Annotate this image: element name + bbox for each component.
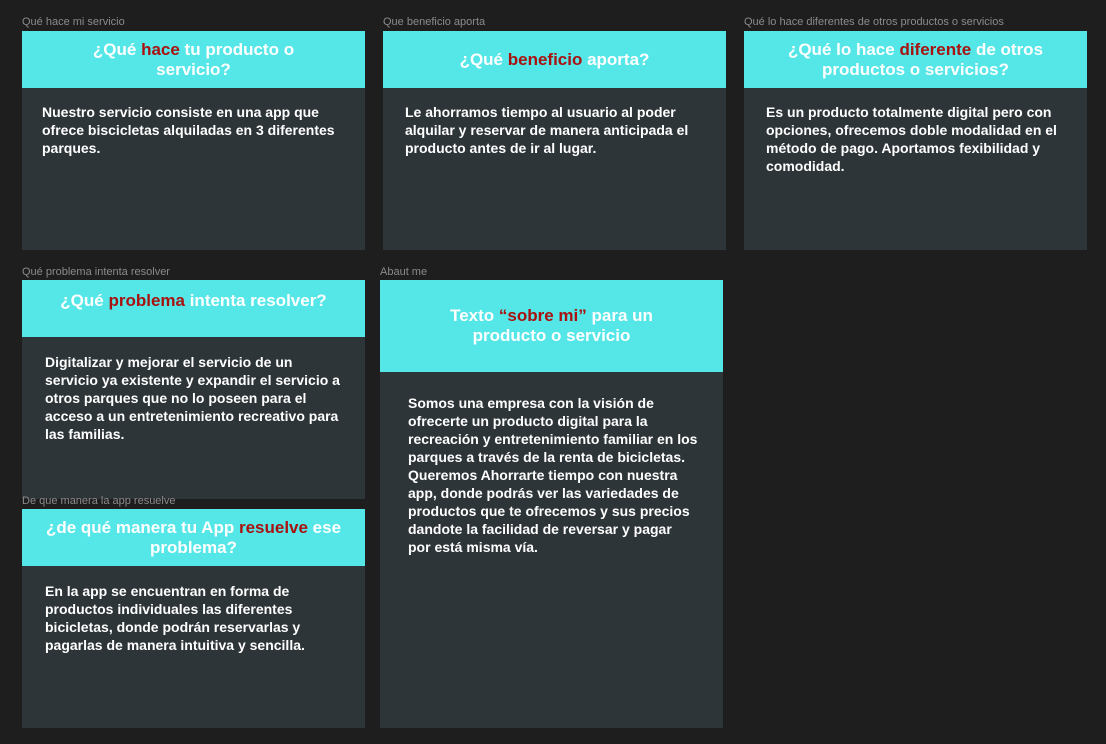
frame-label-beneficio[interactable]: Que beneficio aporta	[383, 16, 486, 28]
frame-header-resuelve	[22, 509, 365, 566]
frame-header-servicio	[22, 31, 365, 88]
title-highlight: beneficio	[507, 49, 583, 69]
frame-label-diferente[interactable]: Qué lo hace diferentes de otros productos o servicios	[744, 16, 1004, 28]
frame-title-beneficio: ¿Qué beneficio aporta?	[459, 49, 650, 69]
title-highlight: diferente	[899, 39, 972, 59]
frame-title-problema: ¿Qué problema intenta resolver?	[60, 291, 327, 310]
frame-servicio[interactable]	[22, 31, 365, 250]
frame-header-problema	[22, 280, 365, 337]
frame-body-resuelve: En la app se encuentran en forma de productos individuales las diferentes bicicletas, donde podrán reservarlas y pagarlas de manera intuitiva y sencilla.	[45, 583, 305, 653]
frame-body-about: Somos una empresa con la visión de ofrecerte un producto digital para la recreación y entretenimiento familiar en los parques a través de la renta de bicicletas. Queremos Ahorrarte tiempo con nuestra app, donde podrás ver las variedades de productos que te ofrecemos y sus precios dandote la facilidad de reversar y pagar por está misma vía.	[408, 395, 698, 555]
title-highlight: problema	[108, 291, 185, 310]
frame-problema[interactable]	[22, 280, 365, 499]
title-highlight: resuelve	[238, 517, 308, 537]
frame-body-beneficio: Le ahorramos tiempo al usuario al poder alquilar y reservar de manera anticipada el producto antes de ir al lugar.	[405, 104, 689, 156]
frame-title-resuelve: ¿de qué manera tu App resuelve ese problema?	[45, 517, 342, 557]
frame-label-about[interactable]: Abaut me	[380, 266, 428, 278]
frame-body-servicio: Nuestro servicio consiste en una app que ofrece biscicletas alquiladas en 3 diferentes parques.	[42, 104, 335, 156]
frame-title-diferente: ¿Qué lo hace diferente de otros productos o servicios?	[787, 39, 1044, 79]
frame-label-resuelve[interactable]: De que manera la app resuelve	[22, 495, 176, 507]
frame-header-diferente	[744, 31, 1087, 88]
title-highlight: hace	[141, 39, 180, 59]
frame-body-problema: Digitalizar y mejorar el servicio de un servicio ya existente y expandir el servicio a otros parques que no lo poseen para el acceso a un entretenimiento recreativo para las familias.	[45, 354, 340, 442]
frame-diferente[interactable]	[744, 31, 1087, 250]
frame-label-problema[interactable]: Qué problema intenta resolver	[22, 266, 170, 278]
frame-about[interactable]	[380, 280, 723, 728]
frame-label-servicio[interactable]: Qué hace mi servicio	[22, 16, 125, 28]
frame-header-beneficio	[383, 31, 726, 88]
title-highlight: “sobre mi”	[498, 306, 587, 325]
frame-title-servicio: ¿Qué hace tu producto o servicio?	[92, 39, 295, 79]
frame-title-about: Texto “sobre mi” para un producto o servicio	[450, 306, 653, 345]
frame-header-about	[380, 280, 723, 372]
frame-body-diferente: Es un producto totalmente digital pero con opciones, ofrecemos doble modalidad en el método de pago. Aportamos fexibilidad y comodidad.	[766, 104, 1057, 174]
frame-beneficio[interactable]	[383, 31, 726, 250]
frame-resuelve[interactable]	[22, 509, 365, 728]
